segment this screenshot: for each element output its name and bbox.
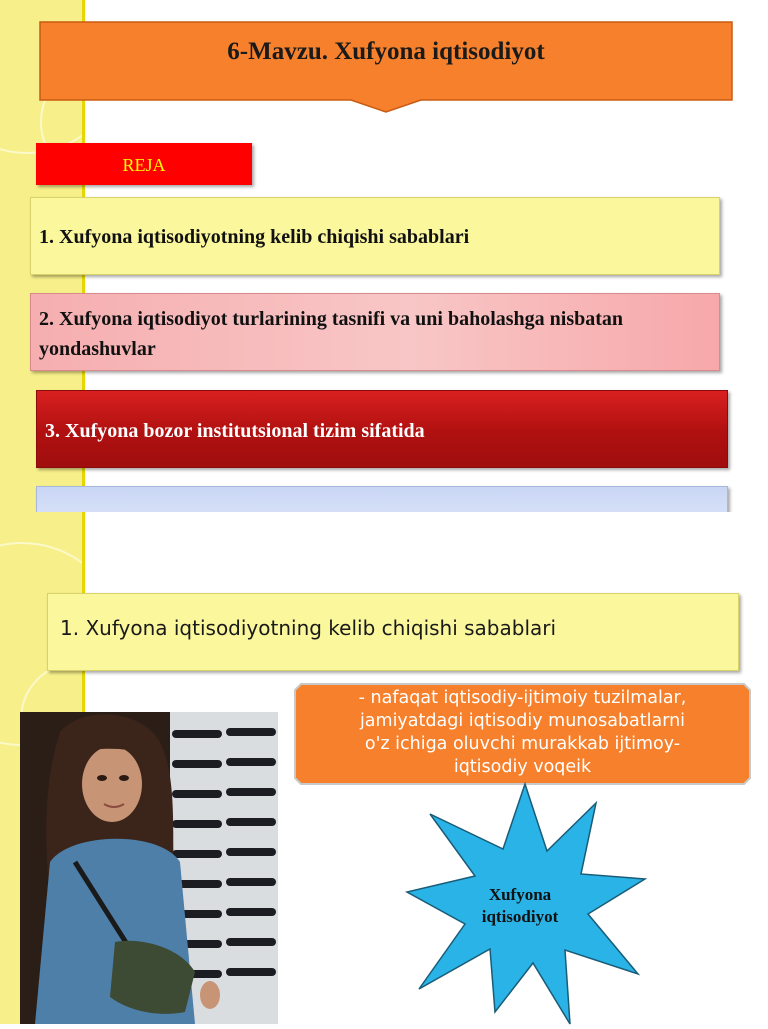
starburst-text: Xufyona iqtisodiyot	[481, 885, 559, 926]
plan-item-2: 2. Xufyona iqtisodiyot turlarining tasnifi va uni baholashga nisbatan yondashuvlar	[30, 293, 720, 371]
plan-label: REJA	[36, 143, 252, 185]
photo-girl-shoplifting	[20, 712, 278, 1024]
plan-item-1: 1. Xufyona iqtisodiyotning kelib chiqishi sabablari	[30, 197, 720, 275]
definition-callout	[295, 684, 750, 784]
section-heading: 1. Xufyona iqtisodiyotning kelib chiqishi sabablari	[47, 593, 739, 671]
title-banner	[40, 22, 732, 100]
slide-origins	[0, 512, 768, 1024]
plan-item-3: 3. Xufyona bozor institutsional tizim sifatida	[36, 390, 728, 468]
page-title: 6-Mavzu. Xufyona iqtisodiyot	[227, 38, 545, 65]
slide-plan	[0, 0, 768, 512]
definition-text: - nafaqat iqtisodiy-ijtimoiy tuzilmalar, jamiyatdagi iqtisodiy munosabatlarni o'z ichiga oluvchi murakkab ijtimoy- iqtisodiy voqeik	[358, 688, 687, 777]
